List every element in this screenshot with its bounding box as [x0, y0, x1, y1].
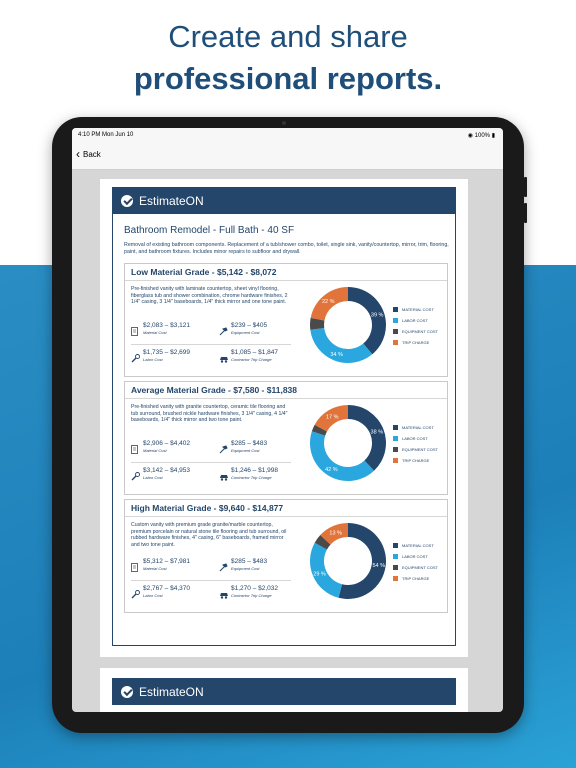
legend-label: EQUIPMENT COST: [402, 329, 438, 334]
legend-label: MATERIAL COST: [402, 543, 434, 548]
navigation-bar: [72, 144, 503, 170]
chart-legend: [393, 304, 438, 348]
chart-legend: [393, 540, 438, 584]
trip-cost-value: $1,270 – $2,032: [231, 585, 278, 592]
material-cost-label: Material Cost: [143, 448, 167, 453]
legend-label: TRIP CHARGE: [402, 340, 430, 345]
equipment-cost-item: [219, 322, 267, 335]
section-description: Pre-finished vanity with granite countertop, ceramic tile flooring and tub surround, brushed nickle hardware finishes, 3 1/4" casing, 4 1/4" baseboards, 1/4" thick mirror and two tone paint.: [131, 404, 288, 424]
legend-item: [393, 433, 438, 444]
cost-donut-chart: [307, 520, 389, 602]
cost-donut-chart: [307, 284, 389, 366]
labor-cost-value: $1,735 – $2,699: [143, 349, 190, 356]
legend-label: TRIP CHARGE: [402, 458, 430, 463]
legend-swatch: [393, 554, 398, 559]
labor-cost-label: Labor Cost: [143, 357, 163, 362]
section-divider: [125, 398, 447, 399]
status-time: 4:10 PM Mon Jun 10: [78, 132, 134, 138]
labor-percent-label: 29 %: [313, 571, 326, 578]
legend-item: [393, 551, 438, 562]
legend-item: [393, 455, 438, 466]
section-title: Average Material Grade - $7,580 - $11,838: [131, 385, 298, 395]
material-cost-item: [131, 322, 190, 335]
legend-swatch: [393, 425, 398, 430]
trip-cost-value: $1,085 – $1,847: [231, 349, 278, 356]
status-bar: [72, 128, 503, 144]
cost-divider: [131, 344, 291, 345]
report-page-2[interactable]: [100, 668, 468, 712]
trip-cost-label: Contractor Trip Charge: [231, 357, 272, 362]
trip-cost-item: [219, 349, 278, 362]
legend-swatch: [393, 576, 398, 581]
legend-swatch: [393, 329, 398, 334]
legend-label: EQUIPMENT COST: [402, 565, 438, 570]
wrench-icon: [131, 586, 139, 595]
labor-cost-label: Labor Cost: [143, 593, 163, 598]
battery-icon: ▮: [491, 133, 495, 139]
battery-percent: 100%: [474, 133, 491, 139]
tools-icon: [219, 441, 227, 450]
equipment-cost-label: Equipment Cost: [231, 566, 260, 571]
back-label: Back: [83, 149, 101, 159]
grade-section: [124, 499, 448, 613]
legend-item: [393, 422, 438, 433]
cost-divider: [131, 580, 291, 581]
document-icon: [131, 441, 139, 450]
section-title: High Material Grade - $9,640 - $14,877: [131, 503, 284, 513]
legend-swatch: [393, 307, 398, 312]
material-cost-value: $5,312 – $7,981: [143, 558, 190, 565]
legend-swatch: [393, 543, 398, 548]
labor-cost-label: Labor Cost: [143, 475, 163, 480]
logo-icon: [121, 686, 133, 698]
equipment-cost-label: Equipment Cost: [231, 330, 260, 335]
app-screen: [72, 128, 503, 712]
legend-swatch: [393, 565, 398, 570]
wrench-icon: [131, 350, 139, 359]
material-cost-value: $2,906 – $4,402: [143, 440, 190, 447]
legend-label: LABOR COST: [402, 554, 428, 559]
labor-cost-item: [131, 467, 190, 480]
labor-cost-value: $3,142 – $4,953: [143, 467, 190, 474]
trip-cost-value: $1,246 – $1,998: [231, 467, 278, 474]
material-cost-label: Material Cost: [143, 330, 167, 335]
brand-header-2: [112, 678, 456, 705]
wifi-icon: ◉: [467, 133, 473, 139]
headline-line-2: professional reports.: [133, 61, 443, 96]
material-cost-value: $2,083 – $3,121: [143, 322, 190, 329]
trip-cost-label: Contractor Trip Charge: [231, 593, 272, 598]
legend-item: [393, 315, 438, 326]
legend-item: [393, 326, 438, 337]
headline-line-1: Create and share: [168, 19, 408, 54]
legend-label: EQUIPMENT COST: [402, 447, 438, 452]
back-button[interactable]: [76, 149, 101, 159]
tools-icon: [219, 559, 227, 568]
chevron-left-icon: ‹: [76, 147, 80, 161]
legend-swatch: [393, 447, 398, 452]
cost-divider: [131, 462, 291, 463]
material-cost-item: [131, 558, 190, 571]
section-divider: [125, 280, 447, 281]
labor-percent-label: 34 %: [330, 351, 343, 358]
grade-section: [124, 381, 448, 495]
trip-percent-label: 13 %: [329, 530, 342, 537]
legend-swatch: [393, 436, 398, 441]
truck-icon: [219, 350, 227, 359]
volume-down-button: [524, 203, 527, 223]
material-slice: [348, 405, 386, 471]
legend-swatch: [393, 458, 398, 463]
material-percent-label: 39 %: [370, 312, 384, 319]
report-title: Bathroom Remodel - Full Bath - 40 SF: [124, 225, 295, 236]
chart-legend: [393, 422, 438, 466]
material-percent-label: 54 %: [372, 562, 386, 569]
legend-swatch: [393, 318, 398, 323]
tools-icon: [219, 323, 227, 332]
trip-percent-label: 22 %: [321, 299, 335, 306]
legend-label: LABOR COST: [402, 436, 428, 441]
material-cost-item: [131, 440, 190, 453]
status-battery: [468, 132, 495, 139]
legend-item: [393, 573, 438, 584]
section-description: Pre-finished vanity with laminate countertop, sheet vinyl flooring, fiberglass tub and shower combination, chrome hardware finishes, 2 1/4" casing, 3 1/4" baseboards, 1/4" thick mirror and one tone paint.: [131, 286, 288, 306]
equipment-cost-value: $239 – $405: [231, 322, 268, 329]
camera-dot: [282, 121, 286, 125]
document-icon: [131, 323, 139, 332]
legend-item: [393, 540, 438, 551]
brand-header: [112, 187, 456, 214]
document-icon: [131, 559, 139, 568]
material-slice: [348, 287, 386, 354]
legend-item: [393, 304, 438, 315]
brand-name: EstimateON: [139, 193, 204, 208]
legend-swatch: [393, 340, 398, 345]
labor-cost-item: [131, 585, 190, 598]
legend-item: [393, 562, 438, 573]
trip-percent-label: 17 %: [325, 414, 339, 421]
logo-icon: [121, 195, 133, 207]
equipment-cost-item: [219, 440, 267, 453]
truck-icon: [219, 468, 227, 477]
volume-up-button: [524, 177, 527, 197]
labor-slice: [310, 543, 342, 598]
legend-item: [393, 337, 438, 348]
trip-cost-item: [219, 467, 278, 480]
labor-cost-value: $2,767 – $4,370: [143, 585, 190, 592]
equipment-cost-label: Equipment Cost: [231, 448, 260, 453]
labor-cost-item: [131, 349, 190, 362]
material-cost-label: Material Cost: [143, 566, 167, 571]
truck-icon: [219, 586, 227, 595]
trip-cost-label: Contractor Trip Charge: [231, 475, 272, 480]
trip-cost-item: [219, 585, 278, 598]
equipment-cost-value: $285 – $483: [231, 440, 268, 447]
equipment-cost-value: $285 – $483: [231, 558, 268, 565]
report-description: Removal of existing bathroom components. Replacement of a tub/shower combo, toilet, single sink, vanity/countertop, mirror, trim, flooring, paint, and bathroom fixtures. Includes minor repairs to subfloor and drywall.: [124, 242, 449, 255]
cost-donut-chart: [307, 402, 389, 484]
labor-slice: [310, 431, 374, 481]
brand-name-2: EstimateON: [139, 684, 204, 699]
legend-item: [393, 444, 438, 455]
grade-section: [124, 263, 448, 377]
section-divider: [125, 516, 447, 517]
section-description: Custom vanity with premium grade granite/marble countertop, premium porcelain or natural stone tile flooring and tub surround, oil rubbed hardware finishes, 4" casing, 6" baseboards, framed mirror and two tone paint.: [131, 522, 287, 548]
marketing-headline: [0, 18, 576, 98]
report-page[interactable]: [100, 179, 468, 657]
section-title: Low Material Grade - $5,142 - $8,072: [131, 267, 277, 277]
legend-label: TRIP CHARGE: [402, 576, 430, 581]
legend-label: MATERIAL COST: [402, 307, 434, 312]
material-percent-label: 38 %: [370, 429, 384, 436]
legend-label: LABOR COST: [402, 318, 428, 323]
legend-label: MATERIAL COST: [402, 425, 434, 430]
equipment-cost-item: [219, 558, 267, 571]
wrench-icon: [131, 468, 139, 477]
labor-percent-label: 42 %: [325, 467, 338, 474]
